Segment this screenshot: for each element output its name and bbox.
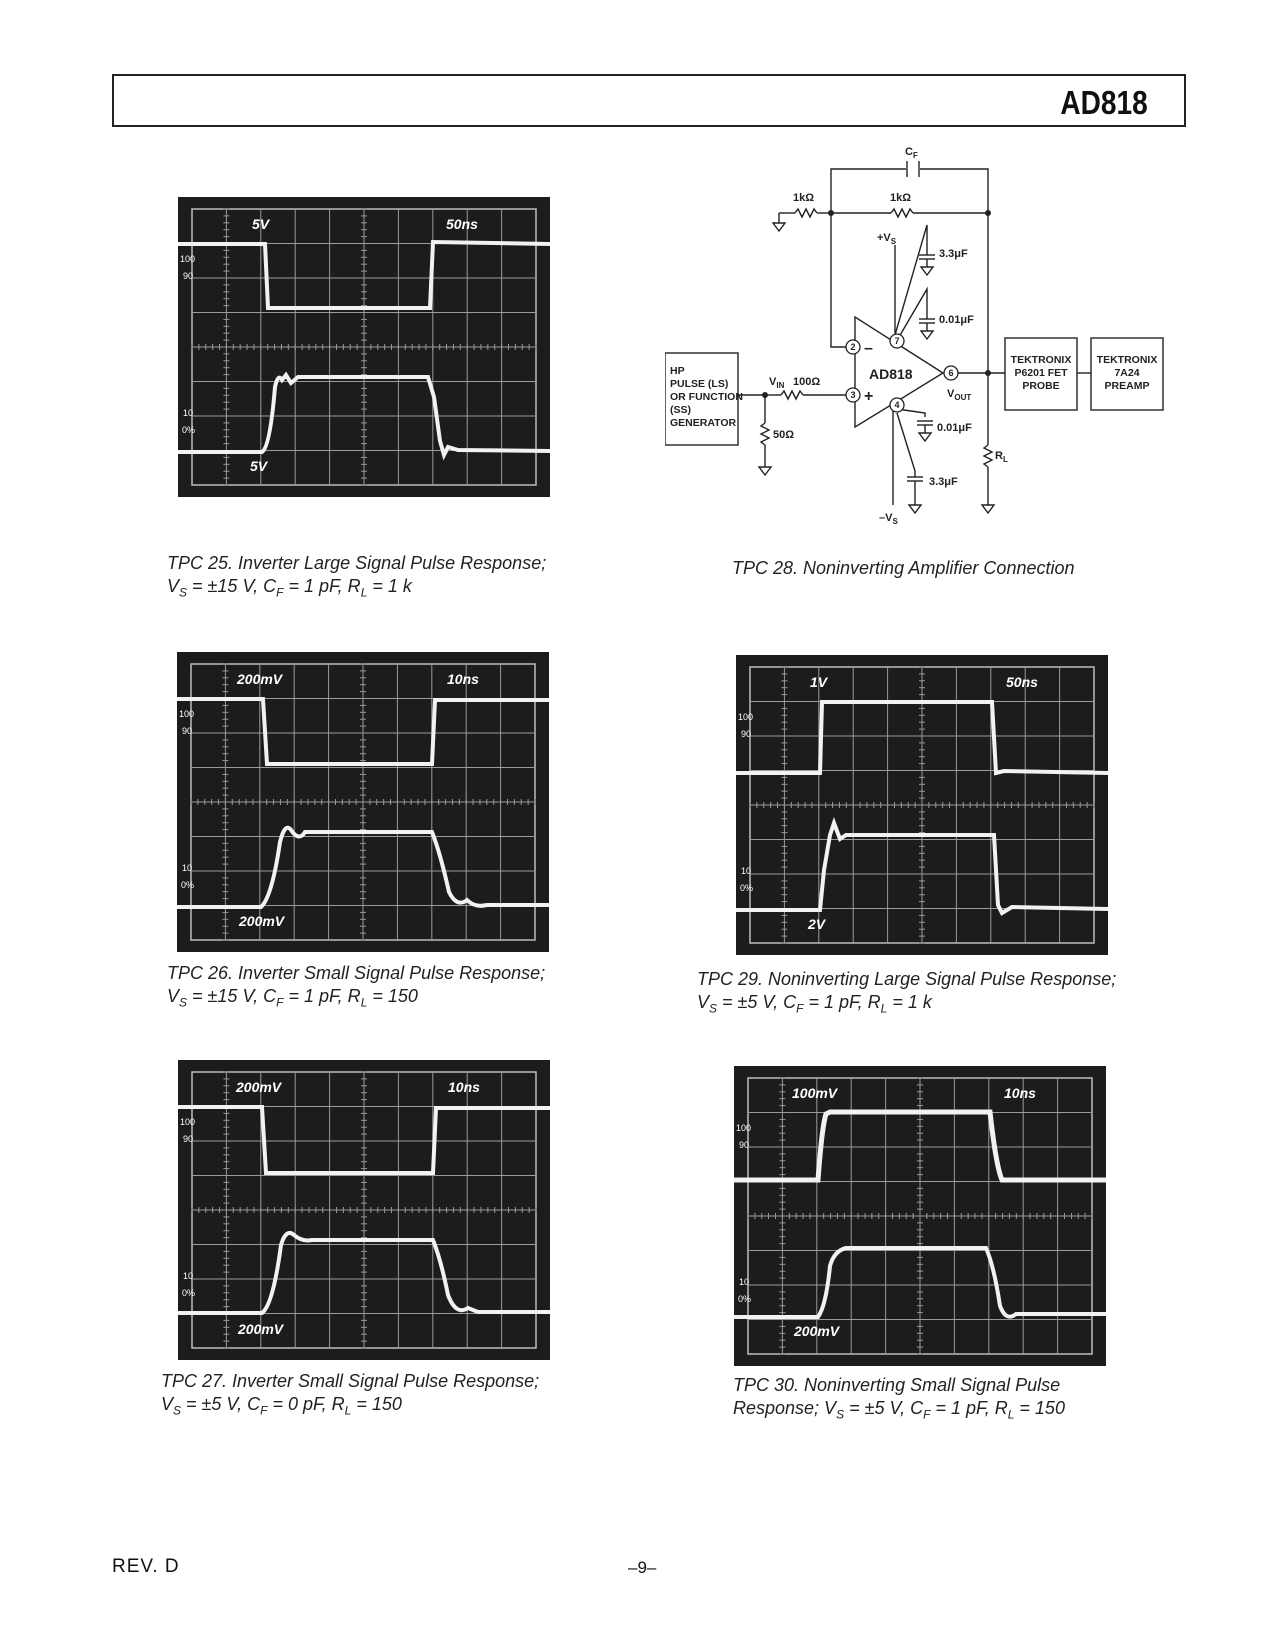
scope-mark-100: 100 <box>736 1123 752 1133</box>
preamp-line: PREAMP <box>1104 380 1150 392</box>
wire-c-bot-large <box>897 413 915 477</box>
pin-6-label: 6 <box>948 368 954 378</box>
scope-mark-100: 100 <box>180 1117 196 1127</box>
scope-top-right-label: 50ns <box>1006 674 1038 690</box>
minus-sign: – <box>864 340 873 357</box>
probe-label <box>1011 354 1072 392</box>
caption-tpc30 <box>733 1374 1065 1420</box>
scope-mark-90: 90 <box>739 1140 750 1150</box>
scope-bottom-label: 200mV <box>794 1323 840 1339</box>
scope-bottom-label: 5V <box>250 458 268 474</box>
r2-label: 1kΩ <box>890 192 912 204</box>
plus-sign: + <box>864 388 874 405</box>
wire-cf-loop <box>831 169 988 213</box>
scope-mark-10: 10 <box>741 866 752 876</box>
r1-label: 1kΩ <box>793 192 815 204</box>
caption-line1: TPC 27. Inverter Small Signal Pulse Response; <box>161 1371 540 1391</box>
caption-tpc26 <box>167 962 545 1008</box>
ground-c-bot-large <box>909 505 921 513</box>
pin-2-label: 2 <box>850 342 856 352</box>
scope-tpc27 <box>178 1060 550 1360</box>
preamp-line: 7A24 <box>1114 367 1140 379</box>
ground-r-term <box>759 467 771 475</box>
caption-line2: $V_S = \pm 15$ V, $C_F = 1$ pF, $R_L = 150$ <box>167 986 418 1010</box>
caption-line1: TPC 29. Noninverting Large Signal Pulse Response; <box>697 969 1117 989</box>
r2-resistor <box>891 209 913 217</box>
scope-top-right-label: 10ns <box>1004 1085 1036 1101</box>
ground-c-top-small <box>921 331 933 339</box>
caption-tpc25 <box>167 552 546 598</box>
pin-4-label: 4 <box>894 400 900 410</box>
scope-top-right-label: 10ns <box>447 671 479 687</box>
node-dot <box>985 370 991 376</box>
gen-line: OR FUNCTION <box>670 391 743 403</box>
caption-line2: Response; $V_S = \pm 5$ V, $C_F = 1$ pF, $R_L = 150$ <box>733 1398 1065 1422</box>
header-box <box>112 74 1186 127</box>
node-dot <box>762 392 768 398</box>
opamp-label: AD818 <box>869 366 913 382</box>
caption-line2: $V_S = \pm 5$ V, $C_F = 0$ pF, $R_L = 150$ <box>161 1394 402 1418</box>
scope-mark-100: 100 <box>738 712 754 722</box>
gen-line: PULSE (LS) <box>670 378 729 390</box>
caption-tpc28 <box>732 557 1075 580</box>
gen-line: (SS) <box>670 404 691 416</box>
generator-label <box>670 365 743 429</box>
probe-line: TEKTRONIX <box>1010 354 1072 366</box>
rl-label: $R_L$ <box>995 450 1008 464</box>
gen-line: HP <box>670 365 685 377</box>
scope-tpc26 <box>177 652 549 952</box>
footer-revision: REV. D <box>112 1556 180 1577</box>
c-bot-large-label: 3.3μF <box>929 476 958 488</box>
caption-line1: TPC 30. Noninverting Small Signal Pulse <box>733 1375 1061 1395</box>
node-dot <box>828 210 834 216</box>
scope-bottom-label: 200mV <box>239 913 285 929</box>
c-bot-small-label: 0.01μF <box>937 422 972 434</box>
scope-mark-0: 0% <box>182 1288 196 1298</box>
gen-line: GENERATOR <box>670 417 737 429</box>
scope-mark-10: 10 <box>183 1271 194 1281</box>
scope-mark-90: 90 <box>183 271 194 281</box>
scope-top-right-label: 50ns <box>446 216 478 232</box>
wire-c-top-small <box>899 289 927 337</box>
r-term-resistor <box>761 423 769 445</box>
scope-mark-0: 0% <box>740 883 754 893</box>
scope-mark-90: 90 <box>183 1134 194 1144</box>
caption-line1: TPC 26. Inverter Small Signal Pulse Response; <box>167 963 546 983</box>
pin-3-label: 3 <box>850 390 856 400</box>
scope-top-left-label: 200mV <box>236 1079 282 1095</box>
vout-label: $V_{OUT}$ <box>947 388 972 402</box>
scope-mark-90: 90 <box>182 726 193 736</box>
scope-mark-100: 100 <box>179 709 195 719</box>
ground-c-top-large <box>921 267 933 275</box>
caption-line2: $V_S = \pm 15$ V, $C_F = 1$ pF, $R_L = 1$ k <box>167 576 412 600</box>
scope-mark-10: 10 <box>739 1277 750 1287</box>
scope-mark-0: 0% <box>182 425 196 435</box>
part-number: AD818 <box>1060 84 1148 121</box>
scope-top-left-label: 1V <box>810 674 828 690</box>
preamp-label <box>1097 354 1158 392</box>
node-dot <box>985 210 991 216</box>
vin-label: $V_{IN}$ <box>769 376 785 390</box>
pin-7-label: 7 <box>894 336 900 346</box>
preamp-line: TEKTRONIX <box>1096 354 1158 366</box>
scope-top-right-label: 10ns <box>448 1079 480 1095</box>
scope-top-left-label: 200mV <box>237 671 283 687</box>
probe-line: P6201 FET <box>1014 367 1068 379</box>
r-term-label: 50Ω <box>773 429 795 441</box>
rl-resistor <box>984 445 992 467</box>
scope-bottom-label: 200mV <box>238 1321 284 1337</box>
c-top-small-label: 0.01μF <box>939 314 974 326</box>
c-top-large-label: 3.3μF <box>939 248 968 260</box>
scope-mark-100: 100 <box>180 254 196 264</box>
caption-tpc27 <box>161 1370 539 1416</box>
ground-left <box>773 223 785 231</box>
wire-inv-input <box>831 213 847 347</box>
scope-mark-90: 90 <box>741 729 752 739</box>
vs-neg-label: $-V_S$ <box>879 512 898 526</box>
r-in-resistor <box>781 391 803 399</box>
footer-page-number: –9– <box>628 1558 657 1577</box>
scope-top-left-label: 5V <box>252 216 270 232</box>
scope-mark-0: 0% <box>181 880 195 890</box>
vs-pos-label: $+V_S$ <box>877 232 897 246</box>
scope-tpc25 <box>178 197 550 497</box>
ground-c-bot-small <box>919 433 931 441</box>
caption-line1: TPC 25. Inverter Large Signal Pulse Response; <box>167 553 547 573</box>
scope-mark-10: 10 <box>183 408 194 418</box>
probe-line: PROBE <box>1022 380 1060 392</box>
r1-resistor <box>795 209 817 217</box>
scope-top-left-label: 100mV <box>792 1085 838 1101</box>
caption-line2: $V_S = \pm 5$ V, $C_F = 1$ pF, $R_L = 1$ k <box>697 992 932 1016</box>
r-in-label: 100Ω <box>793 376 821 388</box>
scope-mark-10: 10 <box>182 863 193 873</box>
schematic-noninverting-connection <box>665 145 1185 545</box>
scope-tpc29 <box>736 655 1108 955</box>
scope-bottom-label: 2V <box>808 916 826 932</box>
scope-tpc30 <box>734 1066 1106 1366</box>
caption-tpc29 <box>697 968 1116 1014</box>
scope-mark-0: 0% <box>738 1294 752 1304</box>
caption-line1: TPC 28. Noninverting Amplifier Connection <box>732 558 1075 578</box>
ground-rl <box>982 505 994 513</box>
cf-label: $C_F$ <box>905 146 918 160</box>
